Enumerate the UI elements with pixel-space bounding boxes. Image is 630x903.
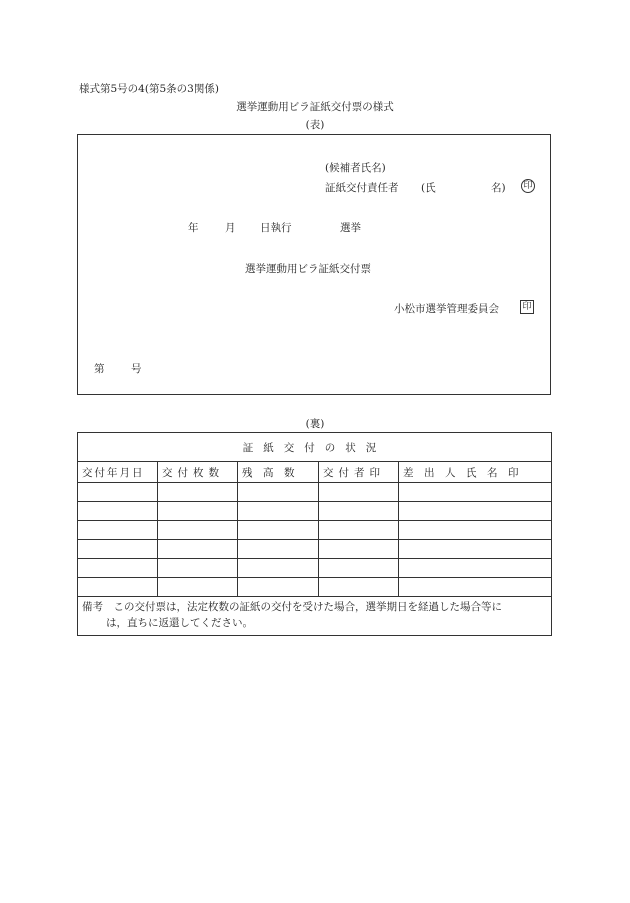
- year-label: 年: [188, 222, 199, 234]
- column-header: 交付枚数: [158, 462, 238, 483]
- table-cell: [78, 559, 158, 578]
- table-cell: [238, 578, 319, 597]
- name-close-label: 名): [491, 182, 506, 194]
- square-seal-icon: 印: [520, 300, 534, 314]
- table-row: [78, 521, 552, 540]
- table-cell: [158, 559, 238, 578]
- document-title: 選挙運動用ビラ証紙交付票の様式: [236, 101, 394, 113]
- back-side-label: (裏): [305, 418, 325, 430]
- front-side-label: (表): [305, 119, 325, 131]
- table-header-row: [78, 462, 552, 483]
- table-cell: [399, 502, 552, 521]
- form-number-label: 様式第5号の4(第5条の3関係): [79, 83, 219, 95]
- column-header: 残 高 数: [238, 462, 319, 483]
- front-card: [77, 134, 551, 395]
- election-label: 選挙: [340, 222, 361, 234]
- table-cell: [158, 540, 238, 559]
- card-title: 選挙運動用ビラ証紙交付票: [245, 263, 371, 275]
- table-row: [78, 483, 552, 502]
- committee-name: 小松市選挙管理委員会: [394, 303, 499, 315]
- name-open-label: (氏: [421, 182, 436, 194]
- table-cell: [238, 559, 319, 578]
- table-cell: [78, 521, 158, 540]
- table-cell: [78, 540, 158, 559]
- issuance-status-table: [77, 432, 552, 636]
- table-cell: [399, 483, 552, 502]
- candidate-name-label: (候補者氏名): [325, 162, 386, 174]
- number-suffix: 号: [131, 363, 142, 375]
- table-cell: [238, 483, 319, 502]
- number-prefix: 第: [94, 363, 105, 375]
- notes-line-2: は，直ちに返還してください。: [106, 617, 253, 629]
- table-cell: [319, 578, 399, 597]
- table-cell: [319, 483, 399, 502]
- month-label: 月: [225, 222, 236, 234]
- table-cell: [78, 502, 158, 521]
- table-cell: [158, 483, 238, 502]
- notes-cell: [78, 597, 552, 636]
- table-row: [78, 578, 552, 597]
- table-title: 証紙交付の状況: [78, 433, 552, 462]
- round-seal-icon: 印: [521, 179, 535, 193]
- table-cell: [319, 502, 399, 521]
- table-cell: [399, 521, 552, 540]
- day-executed-label: 日執行: [260, 222, 292, 234]
- column-header: 交付年月日: [78, 462, 158, 483]
- table-cell: [399, 578, 552, 597]
- notes-line-1: 備考 この交付票は，法定枚数の証紙の交付を受けた場合，選挙期日を経過した場合等に: [82, 601, 502, 613]
- table-cell: [319, 521, 399, 540]
- column-header: 交付者印: [319, 462, 399, 483]
- table-cell: [399, 540, 552, 559]
- table-cell: [238, 540, 319, 559]
- table-cell: [238, 521, 319, 540]
- table-cell: [158, 521, 238, 540]
- table-cell: [78, 578, 158, 597]
- column-header: 差 出 人 氏 名 印: [399, 462, 552, 483]
- table-cell: [319, 559, 399, 578]
- table-cell: [158, 502, 238, 521]
- table-row: [78, 559, 552, 578]
- table-cell: [238, 502, 319, 521]
- table-cell: [399, 559, 552, 578]
- table-cell: [158, 578, 238, 597]
- table-cell: [319, 540, 399, 559]
- table-row: [78, 502, 552, 521]
- table-cell: [78, 483, 158, 502]
- responsible-person-label: 証紙交付責任者: [325, 182, 399, 194]
- table-row: [78, 540, 552, 559]
